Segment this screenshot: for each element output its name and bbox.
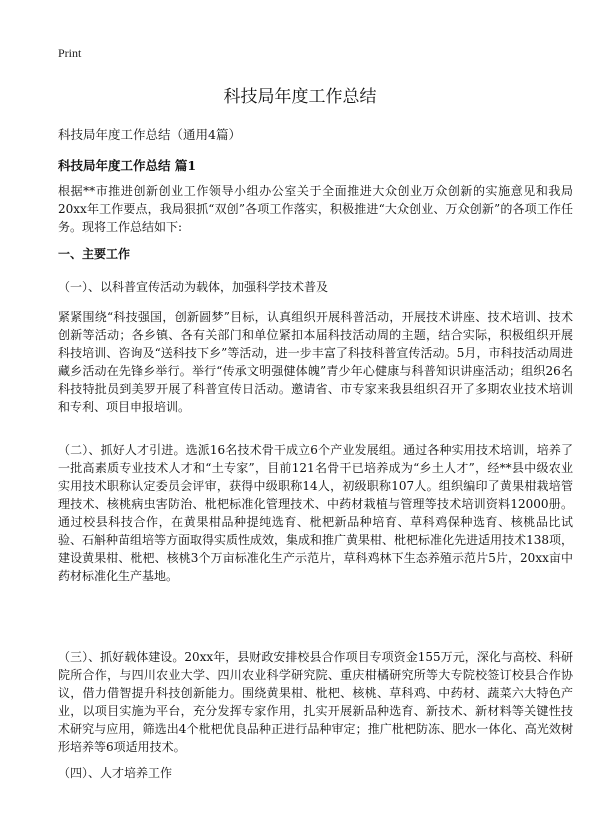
paragraph-carrier-construction: （三）、抓好载体建设。20xx年，县财政安排校县合作项目专项资金155万元，深化与高校、科研院所合作，与四川农业大学、四川农业科学研究院、重庆柑橘研究所等大专院校签订校县合作协议，借力借智提升科技创新能力。围绕黄果柑、枇杷、核桃、草科鸡、中药材、蔬菜六大特色产业，以项目实施为平台，充分发挥专家作用，扎实开展新品种选育、新技术、新材料等关键性技术研究与应用，筛选出4个枇杷优良品种正进行品种审定；推广枇杷防冻、肥水一体化、高光效树形培养等6项适用技术。 — [58, 650, 573, 754]
subheading-talent-training: （四）、人才培养工作 — [58, 766, 173, 780]
print-link[interactable]: Print — [58, 46, 82, 60]
document-subtitle: 科技局年度工作总结（通用4篇） — [58, 127, 241, 142]
paragraph-talent-introduction: （二）、抓好人才引进。选派16名技术骨干成立6个产业发展组。通过各种实用技术培训，培养了一批高素质专业技术人才和“土专家”，目前121名骨干已培养成为“乡土人才”，经**县中级农业实用技术职称认定委员会评审，获得中级职称14人，初级职称107人。组织编印了黄果柑栽培管理技术、核桃病虫害防治、枇杷标准化管理技术、中药材栽植与管理等技术培训资料12000册。通过校县科技合作，在黄果柑品种提纯选育、枇杷新品种培育、草科鸡保种选育、核桃品比试验、石斛种苗组培等方面取得实质性成效，集成和推广黄果柑、枇杷标准化先进适用技术138项，建设黄果柑、枇杷、核桃3个万亩标准化生产示范片，草科鸡林下生态养殖示范片5片，20xx亩中药材标准化生产基地。 — [58, 443, 573, 583]
paragraph-science-popularization: 紧紧围绕“科技强国，创新圆梦”目标，认真组织开展科普活动，开展技术讲座、技术培训、技术创新等活动；各乡镇、各有关部门和单位紧扣本届科技活动周的主题，结合实际，积极组织开展科技培训、咨询及“送科技下乡”等活动，进一步丰富了科技科普宣传活动。5月，市科技活动周进藏乡活动在先锋乡举行。举行“传承文明强健体魄”青少年心健康与科普知识讲座活动；组织26名科技特批员到美罗开展了科普宣传日活动。邀请省、市专家来我县组织召开了多期农业技术培训和专利、项目申报培训。 — [58, 310, 573, 414]
page-title: 科技局年度工作总结 — [223, 87, 377, 107]
section-title: 科技局年度工作总结 篇1 — [58, 158, 197, 173]
subheading-science-popularization: （一）、以科普宣传活动为载体，加强科学技术普及 — [58, 280, 329, 294]
intro-paragraph: 根据**市推进创新创业工作领导小组办公室关于全面推进大众创业万众创新的实施意见和我局20xx年工作要点，我局狠抓“双创”各项工作落实，积极推进“大众创业、万众创新”的各项工作任务。现将工作总结如下: — [58, 184, 573, 234]
heading-main-work: 一、主要工作 — [58, 247, 131, 261]
